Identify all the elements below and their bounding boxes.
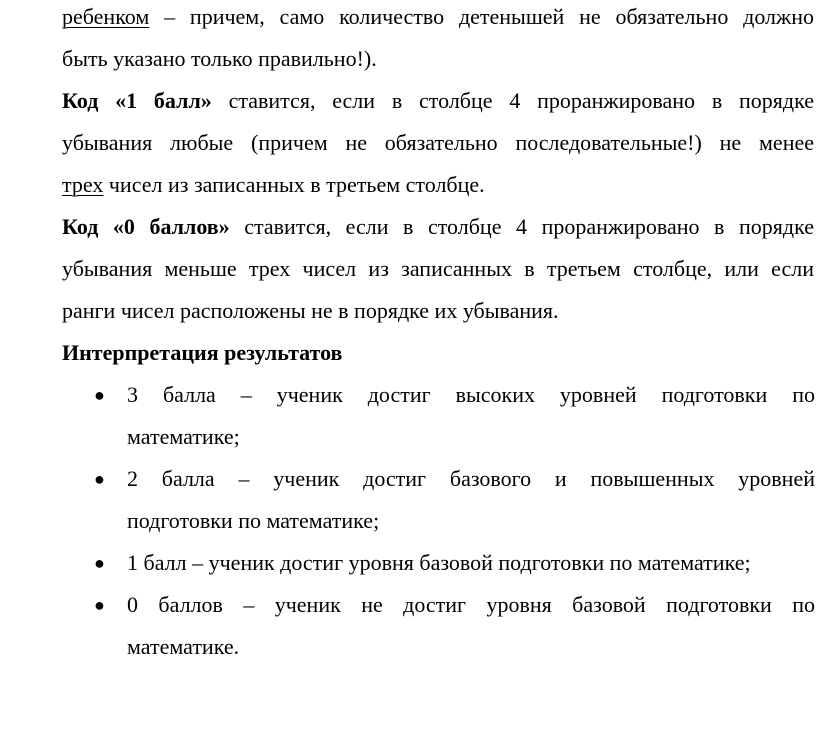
paragraph-top-line-1	[62, 0, 814, 38]
code1-label: Код «1 балл»	[62, 88, 212, 113]
code0-label: Код «0 баллов»	[62, 214, 230, 239]
bullet-item-3-points	[94, 374, 815, 458]
code1-line-3-text: чисел из записанных в третьем столбце.	[103, 172, 485, 197]
code1-line-3	[62, 164, 814, 206]
bullet-icon: ●	[94, 469, 105, 489]
underlined-word-treh: трех	[62, 172, 104, 197]
bullet-icon: ●	[94, 385, 105, 405]
code1-line-1	[62, 80, 814, 122]
bullet-item-1-line-1: 1 балл – ученик достиг уровня базовой подготовки по математике;	[127, 550, 751, 575]
bullet-item-2-points	[94, 458, 815, 542]
code0-line-2: убывания меньше трех чисел из записанных в третьем столбце, или если	[62, 256, 814, 281]
code0-line-3: ранги чисел расположены не в порядке их убывания.	[62, 298, 559, 323]
bullet-icon: ●	[94, 595, 105, 615]
paragraph-top-line-2: быть указано только правильно!).	[62, 46, 377, 71]
code1-line-2: убывания любые (причем не обязательно последовательные!) не менее	[62, 130, 814, 155]
document-page	[62, 0, 814, 668]
bullet-item-3-line-1: 3 балла – ученик достиг высоких уровней подготовки по	[127, 382, 815, 407]
bullet-item-1-point	[94, 542, 815, 584]
code0-line-1	[62, 206, 814, 248]
code1-line-1-text: ставится, если в столбце 4 проранжировано в порядке	[211, 88, 814, 113]
bullet-item-0-points	[94, 584, 815, 668]
bullet-icon: ●	[94, 553, 105, 573]
bullet-item-2-line-2: подготовки по математике;	[127, 508, 380, 533]
interpretation-heading: Интерпретация результатов	[62, 340, 343, 365]
bullet-item-0-line-1: 0 баллов – ученик не достиг уровня базовой подготовки по	[127, 592, 815, 617]
code0-line-1-text: ставится, если в столбце 4 проранжировано в порядке	[229, 214, 814, 239]
bullet-item-3-line-2: математике;	[127, 424, 240, 449]
bullet-item-2-line-1: 2 балла – ученик достиг базового и повышенных уровней	[127, 466, 815, 491]
underlined-word-rebenkom: ребенком	[62, 4, 150, 29]
bullet-item-0-line-2: математике.	[127, 634, 240, 659]
paragraph-top-line-1-text: – причем, само количество детенышей не обязательно должно	[149, 4, 814, 29]
